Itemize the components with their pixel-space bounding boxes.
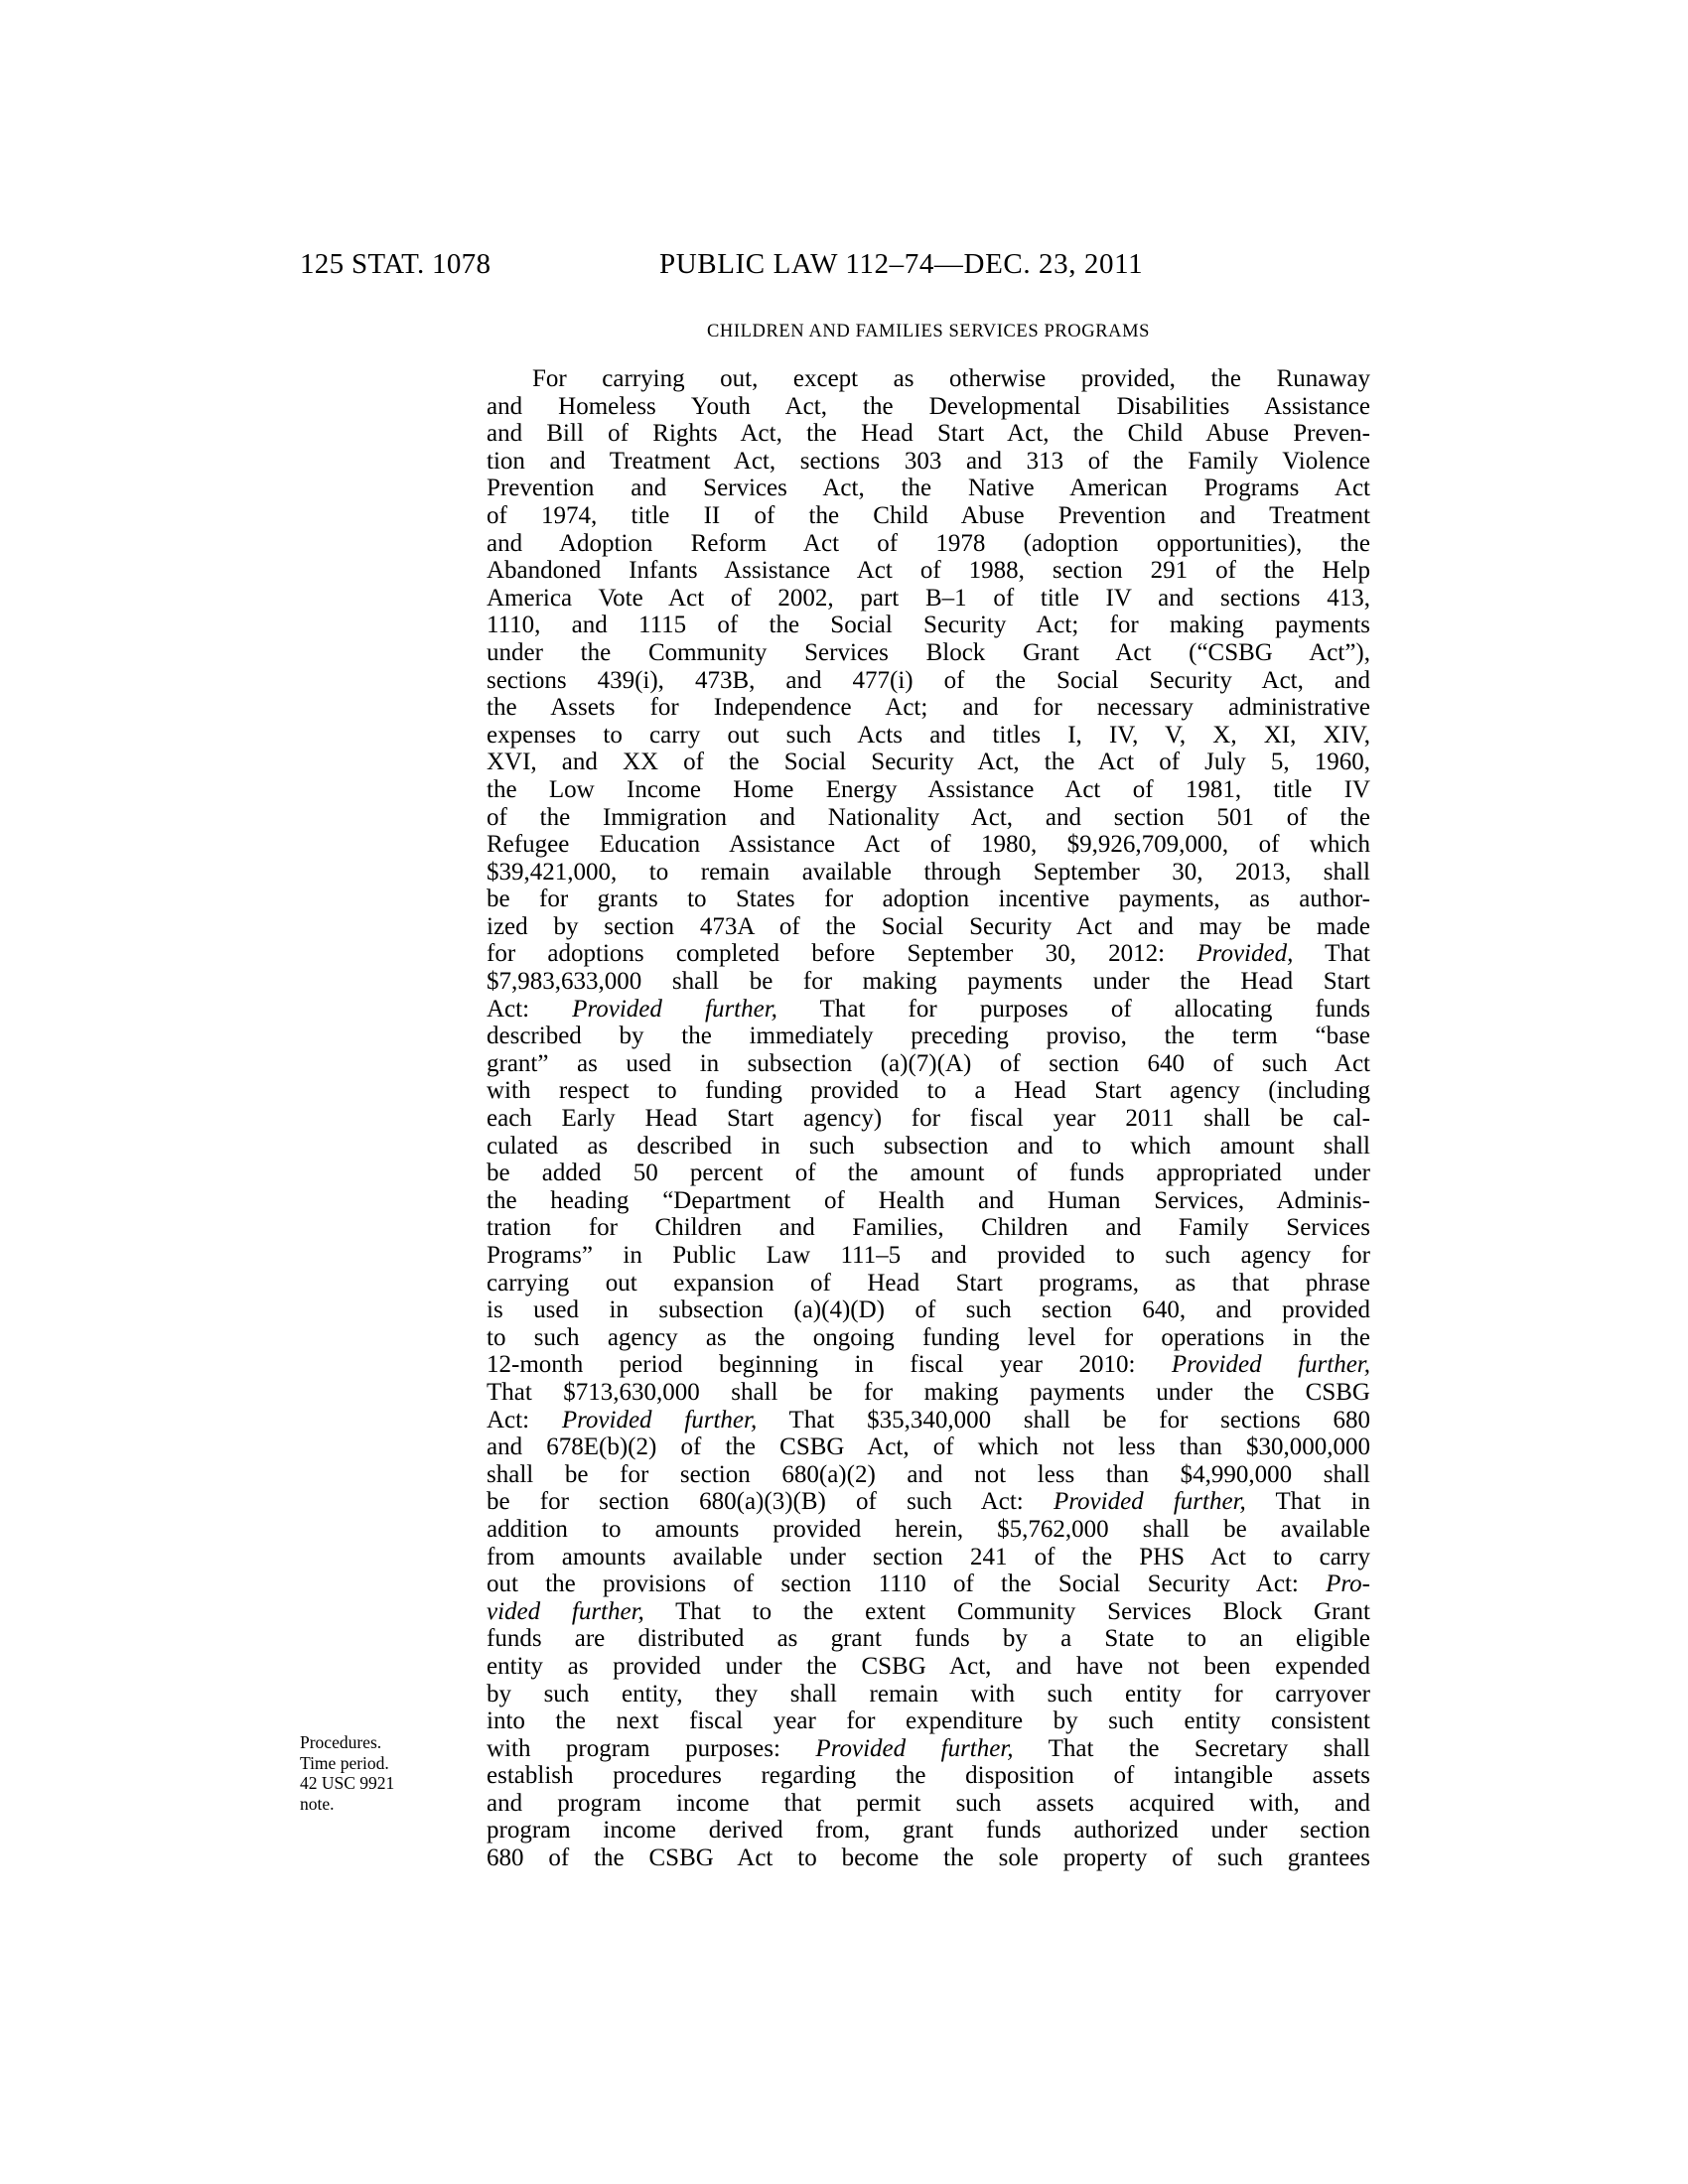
body-line: $7,983,633,000 shall be for making payments under the Head Start	[487, 968, 1370, 996]
page-header	[300, 248, 1372, 292]
public-law-title: PUBLIC LAW 112–74—DEC. 23, 2011	[659, 248, 1144, 280]
body-line: ized by section 473A of the Social Security Act and may be made	[487, 912, 1370, 940]
body-line: and Homeless Youth Act, the Developmental Disabilities Assistance	[487, 392, 1370, 420]
body-line: program income derived from, grant funds authorized under section	[487, 1817, 1370, 1844]
body-line: by such entity, they shall remain with such entity for carryover	[487, 1680, 1370, 1707]
body-line: be added 50 percent of the amount of funds appropriated under	[487, 1160, 1370, 1187]
body-line: Act: Provided further, That $35,340,000 shall be for sections 680	[487, 1406, 1370, 1433]
body-line: America Vote Act of 2002, part B–1 of title IV and sections 413,	[487, 584, 1370, 612]
body-line: 1110, and 1115 of the Social Security Act; for making payments	[487, 612, 1370, 639]
body-line: culated as described in such subsection and to which amount shall	[487, 1132, 1370, 1160]
body-line: out the provisions of section 1110 of the Social Security Act: Pro-	[487, 1570, 1370, 1598]
body-line: entity as provided under the CSBG Act, and have not been expended	[487, 1652, 1370, 1680]
body-line: Prevention and Services Act, the Native American Programs Act	[487, 475, 1370, 502]
body-line: of 1974, title II of the Child Abuse Prevention and Treatment	[487, 501, 1370, 529]
body-line: 680 of the CSBG Act to become the sole property of such grantees	[487, 1844, 1370, 1872]
body-line: $39,421,000, to remain available through September 30, 2013, shall	[487, 858, 1370, 886]
body-line: grant” as used in subsection (a)(7)(A) of section 640 of such Act	[487, 1049, 1370, 1077]
body-line: addition to amounts provided herein, $5,762,000 shall be available	[487, 1515, 1370, 1543]
body-line: 12-month period beginning in fiscal year 2010: Provided further,	[487, 1351, 1370, 1379]
body-line: with respect to funding provided to a Head Start agency (including	[487, 1077, 1370, 1105]
body-line: into the next fiscal year for expenditure by such entity consistent	[487, 1707, 1370, 1735]
body-line: shall be for section 680(a)(2) and not less than $4,990,000 shall	[487, 1460, 1370, 1488]
body-line: XVI, and XX of the Social Security Act, the Act of July 5, 1960,	[487, 749, 1370, 776]
body-line: and Adoption Reform Act of 1978 (adoption opportunities), the	[487, 529, 1370, 557]
body-line: For carrying out, except as otherwise provided, the Runaway	[532, 365, 1370, 392]
body-line: vided further, That to the extent Community Services Block Grant	[487, 1597, 1370, 1625]
margin-note-line: Procedures.	[300, 1732, 382, 1752]
body-line: Act: Provided further, That for purposes of allocating funds	[487, 995, 1371, 1023]
body-line: the Low Income Home Energy Assistance Act of 1981, title IV	[487, 775, 1370, 803]
body-line: and 678E(b)(2) of the CSBG Act, of which not less than $30,000,000	[487, 1433, 1370, 1461]
body-line: Programs” in Public Law 111–5 and provided to such agency for	[487, 1242, 1370, 1269]
body-line: be for section 680(a)(3)(B) of such Act: Provided further, That in	[487, 1488, 1370, 1516]
body-line: carrying out expansion of Head Start programs, as that phrase	[487, 1269, 1370, 1297]
body-line: to such agency as the ongoing funding level for operations in the	[487, 1323, 1370, 1351]
body-line: of the Immigration and Nationality Act, and section 501 of the	[487, 803, 1370, 831]
body-line: be for grants to States for adoption incentive payments, as author-	[487, 886, 1370, 913]
body-line: the heading “Department of Health and Human Services, Adminis-	[487, 1186, 1370, 1214]
body-line: funds are distributed as grant funds by a State to an eligible	[487, 1625, 1370, 1653]
body-line: sections 439(i), 473B, and 477(i) of the Social Security Act, and	[487, 666, 1370, 694]
body-line: tration for Children and Families, Children and Family Services	[487, 1214, 1370, 1242]
body-line: each Early Head Start agency) for fiscal year 2011 shall be cal-	[487, 1105, 1370, 1133]
body-line: for adoptions completed before September 30, 2012: Provided, That	[487, 940, 1370, 968]
body-line: the Assets for Independence Act; and for necessary administrative	[487, 694, 1370, 722]
body-line: and program income that permit such assets acquired with, and	[487, 1789, 1370, 1817]
body-line: from amounts available under section 241 of the PHS Act to carry	[487, 1543, 1370, 1570]
body-text	[487, 365, 1370, 1872]
body-line: Refugee Education Assistance Act of 1980, $9,926,709,000, of which	[487, 831, 1370, 859]
body-line: is used in subsection (a)(4)(D) of such section 640, and provided	[487, 1297, 1370, 1324]
body-line: Abandoned Infants Assistance Act of 1988, section 291 of the Help	[487, 557, 1370, 585]
margin-note-line: Time period.	[300, 1752, 389, 1773]
body-line: under the Community Services Block Grant Act (“CSBG Act”),	[487, 638, 1370, 666]
margin-note	[300, 1732, 449, 1814]
body-line: and Bill of Rights Act, the Head Start Act, the Child Abuse Preven-	[487, 420, 1370, 448]
margin-note-line: note.	[300, 1793, 335, 1814]
body-line: with program purposes: Provided further, That the Secretary shall	[487, 1734, 1370, 1762]
body-line: tion and Treatment Act, sections 303 and 313 of the Family Violence	[487, 447, 1370, 475]
body-line: expenses to carry out such Acts and titles I, IV, V, X, XI, XIV,	[487, 721, 1370, 749]
statute-reference: 125 STAT. 1078	[300, 248, 492, 280]
section-heading: CHILDREN AND FAMILIES SERVICES PROGRAMS	[706, 322, 1151, 341]
body-line: described by the immediately preceding proviso, the term “base	[487, 1023, 1370, 1050]
body-line: establish procedures regarding the disposition of intangible assets	[487, 1762, 1370, 1790]
body-line: That $713,630,000 shall be for making payments under the CSBG	[487, 1378, 1370, 1406]
margin-note-line: 42 USC 9921	[300, 1773, 395, 1793]
